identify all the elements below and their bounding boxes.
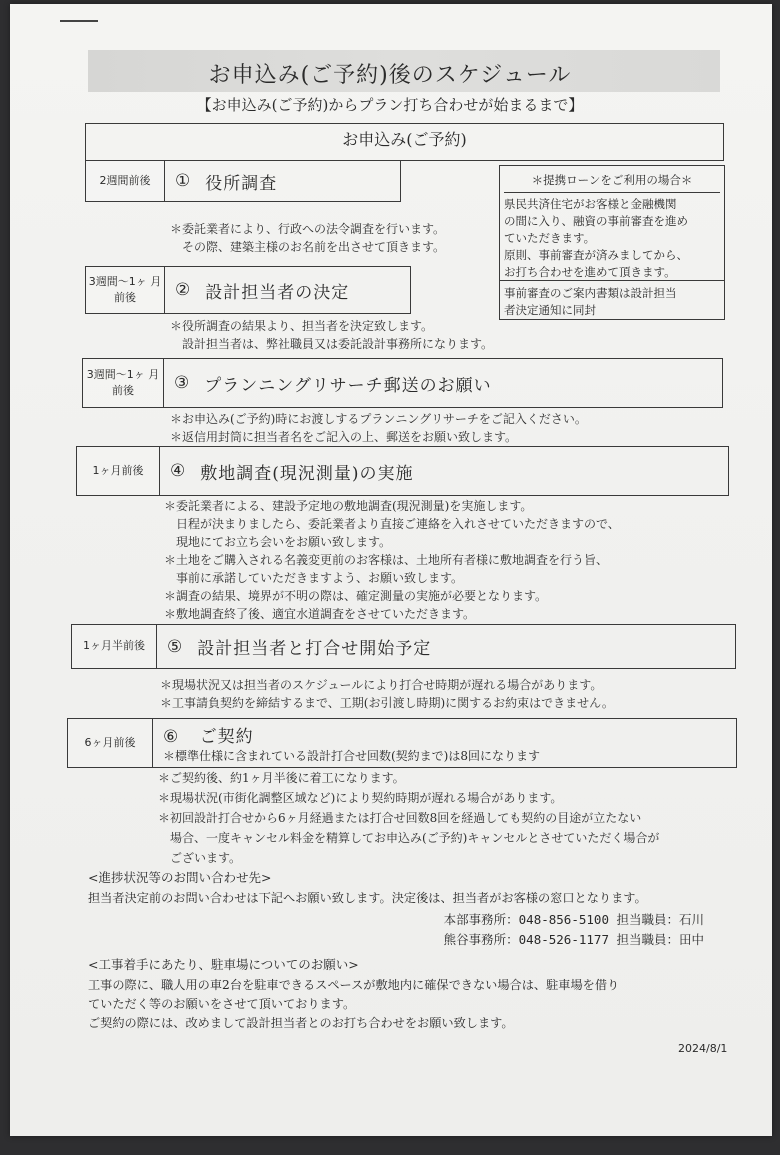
office-contact-main: 本部事務所：048-856-5100 担当職員：石川	[443, 912, 704, 927]
page-subtitle: 【お申込み(ご予約)からプラン打ち合わせが始まるまで】	[196, 96, 584, 114]
step-6-heading	[153, 718, 737, 768]
step-3-number: ③	[174, 373, 191, 393]
step-4-heading	[160, 446, 729, 496]
step-2-timing: 3週間～1ヶ 月前後	[85, 266, 165, 314]
step-6-title: ご契約	[199, 727, 254, 747]
document-date: 2024/8/1	[678, 1042, 728, 1055]
staple-mark	[60, 20, 98, 22]
page-title: お申込み(ご予約)後のスケジュール	[208, 63, 572, 88]
step-5-heading	[157, 624, 736, 669]
step-1-notes: ＊委託業者により、行政への法令調査を行います。 その際、建築主様のお名前を出させて頂きます。	[170, 222, 446, 254]
step-4	[76, 446, 729, 496]
step-6-notes: ＊ご契約後、約1ヶ月半後に着工になります。 ＊現場状況(市街化調整区域など)により契約時期が遅れる場合があります。 ＊初回設計打合せから6ヶ月経過または打合せ回数8回を経過しても契約の目途が立たない 場合、一度キャンセル料金を精算してお申込み(ご予約)キャンセルとさせていただく場合が ございます。	[158, 771, 660, 865]
step-5	[71, 624, 736, 669]
step-4-timing: 1ヶ月前後	[76, 446, 160, 496]
parking-heading: <工事着手にあたり、駐車場についてのお願い>	[88, 957, 359, 972]
step-4-title: 敷地調査(現況測量)の実施	[200, 463, 414, 484]
step-6-number: ⑥	[163, 727, 180, 747]
step-1	[85, 160, 401, 202]
inquiry-heading: <進捗状況等のお問い合わせ先>	[88, 870, 272, 885]
step-1-timing: 2週間前後	[85, 160, 165, 202]
step-2-number: ②	[175, 280, 192, 300]
step-4-number: ④	[170, 461, 187, 481]
step-5-title: 設計担当者と打合せ開始予定	[197, 639, 432, 659]
step-2	[85, 266, 411, 314]
step-5-number: ⑤	[167, 636, 184, 657]
step-1-number: ①	[175, 171, 192, 191]
loan-footer: 事前審査のご案内書類は設計担当 者決定通知に同封	[504, 286, 677, 317]
application-box	[85, 123, 724, 161]
loan-body: 県民共済住宅がお客様と金融機関 の間に入り、融資の事前審査を進め ていただきます。 原則、事前審査が済みましてから、 お打ち合わせを進めて頂きます。	[500, 193, 724, 281]
loan-info-box	[499, 165, 725, 320]
step-3-timing: 3週間～1ヶ 月前後	[82, 358, 164, 408]
parking-text: 工事の際に、職人用の車2台を駐車できるスペースが敷地内に確保できない場合は、駐車場を借り ていただく等のお願いをさせて頂いております。 ご契約の際には、改めまして設計担当者とのお打ち合わせをお願い致します。	[88, 978, 620, 1030]
step-1-title: 役所調査	[205, 173, 278, 194]
step-3-title: プランニングリサーチ郵送のお願い	[204, 375, 492, 396]
step-4-notes: ＊委託業者による、建設予定地の敷地調査(現況測量)を実施します。 日程が決まりましたら、委託業者より直接ご連絡を入れさせていただきますので、 現地にてお立ち会いをお願い致します。 ＊土地をご購入される名義変更前のお客様は、土地所有者様に敷地調査を行う旨、 事前に承諾していただきますよう、お願い致します。 ＊調査の結果、境界が不明の際は、確定測量の実施が必要となります。 ＊敷地調査終了後、適宜水道調査をさせていただきます。	[164, 499, 620, 621]
application-label: お申込み(ご予約)	[342, 130, 467, 149]
step-2-title: 設計担当者の決定	[205, 282, 350, 303]
step-3-notes: ＊お申込み(ご予約)時にお渡しするプランニングリサーチをご記入ください。 ＊返信用封筒に担当者名をご記入の上、郵送をお願い致します。	[170, 412, 587, 444]
step-6-subtitle: ＊標準仕様に含まれている設計打合せ回数(契約まで)は8回になります	[163, 749, 541, 763]
step-2-heading	[165, 266, 411, 314]
step-6	[67, 718, 737, 768]
step-6-timing: 6ヶ月前後	[67, 718, 153, 768]
step-5-timing: 1ヶ月半前後	[71, 624, 157, 669]
step-3	[82, 358, 723, 408]
step-2-notes: ＊役所調査の結果より、担当者を決定致します。 設計担当者は、弊社職員又は委託設計事務所になります。	[170, 319, 494, 351]
step-3-heading	[164, 358, 723, 408]
inquiry-text: 担当者決定前のお問い合わせは下記へお願い致します。決定後は、担当者がお客様の窓口となります。	[88, 891, 647, 905]
step-5-notes: ＊現場状況又は担当者のスケジュールにより打合せ時期が遅れる場合があります。 ＊工事請負契約を締結するまで、工期(お引渡し時期)に関するお約束はできません。	[160, 678, 614, 710]
step-1-heading	[165, 160, 401, 202]
loan-title: ＊提携ローンをご利用の場合＊	[504, 170, 720, 193]
office-contact-kumagaya: 熊谷事務所：048-526-1177 担当職員：田中	[443, 932, 704, 947]
